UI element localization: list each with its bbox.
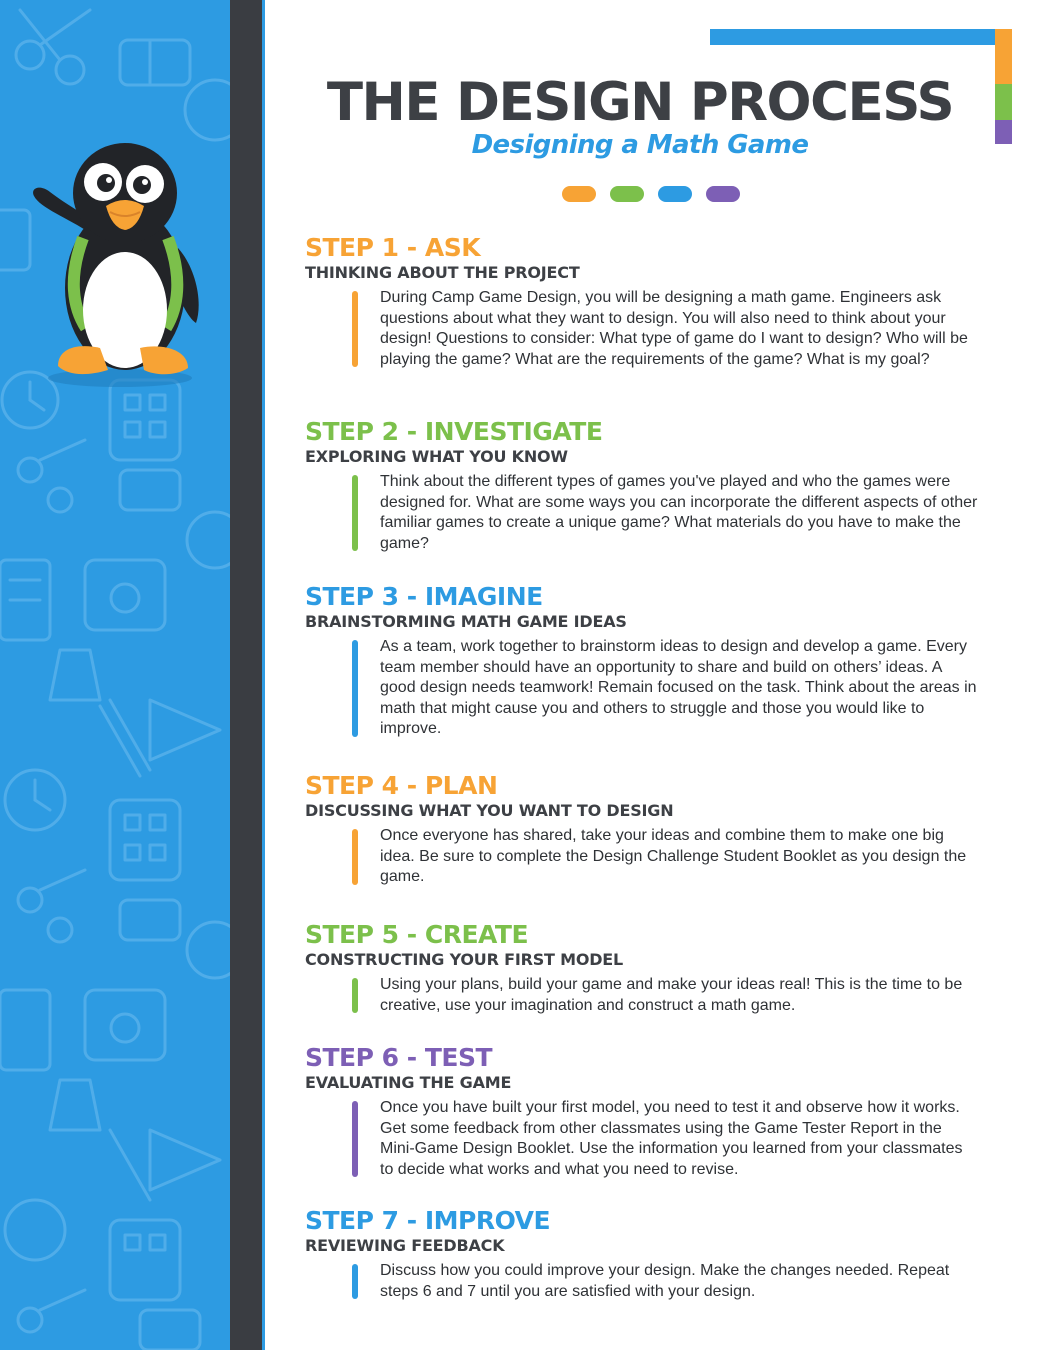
step-title: STEP 6 - TEST	[305, 1043, 493, 1072]
blue-dot	[658, 186, 692, 202]
step-subtitle: REVIEWING FEEDBACK	[305, 1236, 505, 1255]
step-description: Using your plans, build your game and make your ideas real! This is the time to be creative, use your imagination and construct a math game.	[380, 976, 963, 1014]
step-1	[305, 234, 1005, 370]
step-title: STEP 4 - PLAN	[305, 771, 498, 800]
step-description: During Camp Game Design, you will be designing a math game. Engineers ask questions about what they want to design. You will also need to think about your design! Questions to consider: What type of game do I want to design? Who will be playing the game? What are the requirements of the game? What is my goal?	[380, 289, 968, 368]
step-description: Think about the different types of games you've played and who the games were designed for. What are some ways you can incorporate the different aspects of other familiar games to create a unique game? What materials do you have to make the game?	[380, 473, 978, 552]
step-subtitle: EXPLORING WHAT YOU KNOW	[305, 447, 568, 466]
step-accent-bar	[352, 829, 358, 885]
step-title: STEP 3 - IMAGINE	[305, 582, 543, 611]
step-title: STEP 2 - INVESTIGATE	[305, 417, 603, 446]
step-title: STEP 7 - IMPROVE	[305, 1206, 551, 1235]
orange-dot	[562, 186, 596, 202]
step-subtitle: THINKING ABOUT THE PROJECT	[305, 263, 580, 282]
step-7	[305, 1207, 1005, 1302]
green-dot	[610, 186, 644, 202]
step-3	[305, 583, 1005, 740]
step-accent-bar	[352, 475, 358, 551]
color-dots	[562, 186, 740, 202]
sidebar-edge-line	[262, 0, 265, 1350]
page-subtitle: Designing a Math Game	[471, 130, 809, 160]
step-6	[305, 1044, 1005, 1180]
penguin-mascot-icon	[28, 138, 208, 388]
step-description: Once everyone has shared, take your ideas and combine them to make one big idea. Be sure to complete the Design Challenge Student Booklet as you design the game.	[380, 827, 967, 885]
step-title: STEP 5 - CREATE	[305, 920, 529, 949]
left-sidebar	[0, 0, 230, 1350]
step-subtitle: EVALUATING THE GAME	[305, 1073, 512, 1092]
sidebar-dark-stripe	[230, 0, 262, 1350]
corner-accent-orange	[995, 29, 1012, 84]
step-accent-bar	[352, 1101, 358, 1177]
step-title: STEP 1 - ASK	[305, 233, 481, 262]
step-description: As a team, work together to brainstorm ideas to design and develop a game. Every team member should have an opportunity to share and build on others’ ideas. A good design needs teamwork! Remain focused on the task. Think about the areas in math that might cause you and others to struggle and those you would like to improve.	[380, 638, 977, 737]
corner-accent-purple	[995, 120, 1012, 144]
step-4	[305, 772, 1005, 888]
step-accent-bar	[352, 291, 358, 367]
step-description: Discuss how you could improve your design. Make the changes needed. Repeat steps 6 and 7 until you are satisfied with your design.	[380, 1262, 950, 1300]
corner-accent-green	[995, 84, 1012, 120]
step-accent-bar	[352, 1264, 358, 1299]
step-subtitle: BRAINSTORMING MATH GAME IDEAS	[305, 612, 627, 631]
step-5	[305, 921, 1005, 1016]
step-2	[305, 418, 1005, 554]
step-description: Once you have built your first model, you need to test it and observe how it works. Get some feedback from other classmates using the Game Tester Report in the Mini-Game Design Booklet. Use the information you learned from your classmates to decide what works and what you need to revise.	[380, 1099, 963, 1178]
step-subtitle: CONSTRUCTING YOUR FIRST MODEL	[305, 950, 624, 969]
step-accent-bar	[352, 640, 358, 737]
page-title: THE DESIGN PROCESS	[326, 72, 954, 133]
purple-dot	[706, 186, 740, 202]
step-subtitle: DISCUSSING WHAT YOU WANT TO DESIGN	[305, 801, 674, 820]
corner-accent-top	[710, 29, 995, 45]
step-accent-bar	[352, 978, 358, 1013]
